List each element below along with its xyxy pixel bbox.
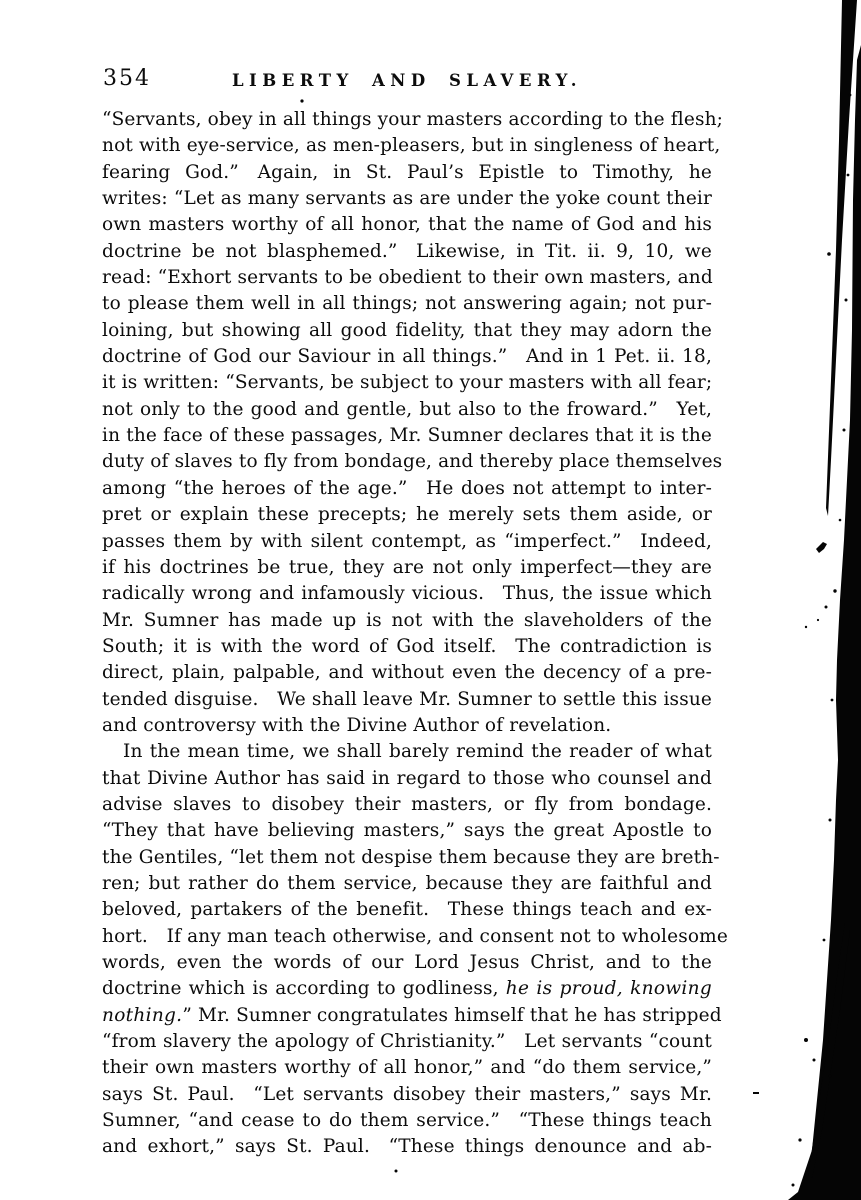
text-line: fearing God.” Again, in St. Paul’s Epistle to Timothy, he xyxy=(102,161,712,183)
text-line: it is written: “Servants, be subject to your masters with all fear; xyxy=(102,372,713,394)
text-line: doctrine of God our Saviour in all things.” And in 1 Pet. ii. 18, xyxy=(102,346,712,368)
text-line: read: “Exhort servants to be obedient to their own masters, and xyxy=(102,267,713,289)
scan-speckle xyxy=(817,619,819,621)
scan-speckle xyxy=(833,589,836,592)
text-line: “They that have believing masters,” says the great Apostle to xyxy=(102,820,712,842)
scan-speckle xyxy=(845,299,848,302)
scan-speckle xyxy=(829,1075,832,1078)
scan-streak-right xyxy=(788,45,861,1200)
text-line: in the face of these passages, Mr. Sumner declares that it is the xyxy=(102,425,712,447)
text-line: pret or explain these precepts; he merely sets them aside, or xyxy=(102,504,712,526)
scan-speckle xyxy=(831,699,834,702)
text-line: ren; but rather do them service, because they are faithful and xyxy=(102,872,712,894)
text-line: “Servants, obey in all things your masters according to the flesh; xyxy=(102,109,724,130)
text-line: the Gentiles, “let them not despise them because they are breth- xyxy=(102,846,720,868)
text-line: says St. Paul. “Let servants disobey their masters,” says Mr. xyxy=(102,1083,712,1105)
text-line: not with eye-service, as men-pleasers, but in singleness of heart, xyxy=(102,135,721,157)
scan-speckle xyxy=(839,519,842,522)
text-line: advise slaves to disobey their masters, or fly from bondage. xyxy=(102,793,712,815)
text-line: if his doctrines be true, they are not only imperfect—they are xyxy=(102,556,712,578)
scan-blot xyxy=(753,1092,759,1094)
text-line: “from slavery the apology of Christianity.” Let servants “count xyxy=(102,1031,712,1053)
scan-speckle xyxy=(395,1170,398,1173)
text-line: loining, but showing all good fidelity, that they may adorn the xyxy=(102,319,712,341)
text-line: that Divine Author has said in regard to those who counsel and xyxy=(102,767,712,789)
scan-speckle xyxy=(804,1038,808,1042)
page-text xyxy=(102,107,728,1161)
text-line: doctrine be not blasphemed.” Likewise, in Tit. ii. 9, 10, we xyxy=(102,240,712,262)
text-line: to please them well in all things; not answering again; not pur- xyxy=(102,293,712,315)
text-line: South; it is with the word of God itself. The contradiction is xyxy=(102,635,712,657)
text-line: Sumner, “and cease to do them service.” “These things teach xyxy=(102,1110,712,1132)
scan-streak-inner xyxy=(808,923,850,1178)
scan-speckle xyxy=(792,1184,795,1187)
scan-speckle xyxy=(813,1059,816,1062)
scan-speckle xyxy=(805,626,807,628)
text-line: words, even the words of our Lord Jesus Christ, and to the xyxy=(102,952,712,973)
scan-blot xyxy=(821,1062,824,1077)
scan-blot xyxy=(816,542,827,553)
page-number: 354 xyxy=(103,66,151,91)
scan-speckle xyxy=(300,99,303,102)
text-line: radically wrong and infamously vicious. Thus, the issue which xyxy=(102,583,712,605)
text-line: direct, plain, palpable, and without even the decency of a pre- xyxy=(102,662,712,684)
scan-speckle xyxy=(823,939,826,942)
text-line: their own masters worthy of all honor,” and “do them service,” xyxy=(102,1057,712,1079)
text-line: among “the heroes of the age.” He does not attempt to inter- xyxy=(102,477,712,499)
scan-speckle xyxy=(849,94,852,97)
text-line: hort. If any man teach otherwise, and consent not to wholesome xyxy=(102,925,728,947)
text-line: and exhort,” says St. Paul. “These things denounce and ab- xyxy=(102,1136,712,1158)
text-line: beloved, partakers of the benefit. These things teach and ex- xyxy=(102,899,712,921)
text-line: not only to the good and gentle, but also to the froward.” Yet, xyxy=(102,398,712,420)
text-line: Mr. Sumner has made up is not with the slaveholders of the xyxy=(102,609,712,631)
scan-speckle xyxy=(829,819,832,822)
running-head-title: LIBERTY AND SLAVERY. xyxy=(231,71,583,90)
scan-speckle xyxy=(843,429,846,432)
scan-speckle xyxy=(825,606,828,609)
text-line: doctrine which is according to godliness, he is proud, knowing xyxy=(102,978,712,1000)
scan-streak-top xyxy=(826,0,857,516)
scan-speckle xyxy=(847,174,850,177)
text-line: passes them by with silent contempt, as “imperfect.” Indeed, xyxy=(102,530,712,552)
scan-speckle xyxy=(798,1138,801,1141)
text-line: own masters worthy of all honor, that the name of God and his xyxy=(102,214,712,236)
text-line: duty of slaves to fly from bondage, and thereby place themselves xyxy=(102,451,723,473)
text-line: writes: “Let as many servants as are under the yoke count their xyxy=(102,188,712,210)
text-line: nothing.” Mr. Sumner congratulates himself that he has stripped xyxy=(102,1004,722,1026)
text-line: and controversy with the Divine Author of revelation. xyxy=(102,714,612,736)
text-line: tended disguise. We shall leave Mr. Sumner to settle this issue xyxy=(102,688,712,710)
scan-speckle xyxy=(827,252,831,256)
text-line: In the mean time, we shall barely remind the reader of what xyxy=(123,741,712,763)
